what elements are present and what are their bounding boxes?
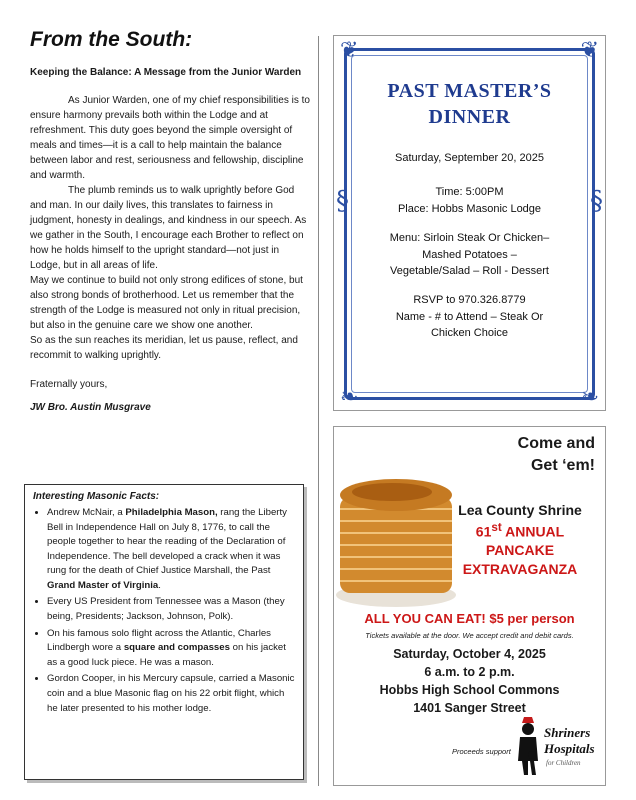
- annual-line: 61st ANNUAL: [475, 520, 565, 540]
- article-paragraph: The plumb reminds us to walk uprightly before God and man. In our daily lives, this translates to fairness in judgment, honesty in dealings, and kindness in our speech. As we gather in the South, I encourage each Brother to reflect on how he holds himself to the upright standard—not just in Lodge, but in all areas of life.: [30, 184, 307, 271]
- menu-line: Menu: Sirloin Steak Or Chicken–: [389, 232, 550, 244]
- dinner-rsvp: [358, 292, 581, 342]
- rsvp-line: Chicken Choice: [430, 327, 509, 339]
- event-title: [445, 501, 595, 579]
- rsvp-line: Name - # to Attend – Steak Or: [395, 310, 544, 323]
- dinner-time: Time: 5:00PM: [435, 186, 504, 198]
- dinner-title-line: DINNER: [428, 106, 511, 128]
- dinner-time-place: [358, 184, 581, 217]
- facts-list: [33, 506, 295, 716]
- past-masters-dinner-flyer: [333, 35, 606, 411]
- scroll-ornament-icon: ❦: [580, 38, 599, 63]
- pancake-word: PANCAKE: [485, 542, 555, 559]
- come-line: Get ‘em!: [530, 457, 595, 475]
- rsvp-line: RSVP to 970.326.8779: [413, 294, 526, 306]
- proceeds-support: Proceeds support: [452, 747, 511, 756]
- ticket-info: Tickets available at the door. We accept credit and debit cards.: [365, 631, 574, 640]
- page-heading: From the South:: [30, 28, 193, 51]
- logo-word: Hospitals: [544, 741, 595, 756]
- shriners-hospitals-logo: [510, 715, 602, 779]
- shriners-figure-icon: [510, 715, 602, 779]
- event-details: [334, 645, 605, 718]
- scroll-ornament-icon: §: [590, 186, 603, 216]
- extravaganza-word: EXTRAVAGANZA: [462, 561, 578, 578]
- dinner-place: Place: Hobbs Masonic Lodge: [397, 202, 542, 215]
- fact-text: on his jacket as a good luck piece. He was a mason.: [47, 642, 286, 668]
- scroll-ornament-icon: ❧: [340, 385, 359, 410]
- article-closing: Fraternally yours,: [30, 378, 108, 390]
- fact-item: [47, 595, 295, 624]
- menu-line: Vegetable/Salad – Roll - Dessert: [390, 265, 549, 277]
- pancake-flyer: [333, 426, 606, 786]
- fact-text: Gordon Cooper, in his Mercury capsule, carried a Masonic coin and a blue Masonic flag on his 22 orbit flight, which he later presented to his mother lodge.: [47, 673, 295, 714]
- event-date: Saturday, October 4, 2025: [393, 647, 546, 661]
- facts-title: Interesting Masonic Facts:: [33, 491, 160, 502]
- article-subheading: Keeping the Balance: A Message from the Junior Warden: [30, 67, 302, 78]
- scroll-ornament-icon: §: [336, 186, 349, 216]
- fact-text: Andrew McNair, a: [47, 507, 126, 518]
- scroll-ornament-icon: ❧: [580, 385, 599, 410]
- dinner-menu: [358, 230, 581, 280]
- logo-word: for Children: [546, 759, 581, 767]
- logo-word: Shriners: [544, 725, 591, 740]
- fact-item: [47, 672, 295, 716]
- come-and-get-em: [518, 433, 595, 478]
- event-time: 6 a.m. to 2 p.m.: [424, 665, 515, 680]
- dinner-title: [334, 78, 605, 130]
- fact-bold: square and compasses: [123, 642, 230, 654]
- event-address: 1401 Sanger Street: [413, 701, 526, 716]
- fact-item: [47, 627, 295, 671]
- fact-text: .: [158, 579, 161, 591]
- masonic-facts-box: [24, 484, 304, 780]
- scroll-ornament-icon: ❦: [340, 38, 359, 63]
- article-paragraph: May we continue to build not only strong edifices of stone, but also strong bonds of brotherhood. Let us remember that the strength of the Lodge is measured not only in ritual precision, but also in the genuine care we show one another.: [30, 274, 303, 331]
- all-you-can-eat: ALL YOU CAN EAT! $5 per person: [364, 611, 575, 626]
- org-name: Lea County Shrine: [458, 502, 582, 518]
- dinner-date: Saturday, September 20, 2025: [394, 152, 544, 164]
- fact-text: On his famous solo flight across the Atlantic, Charles Lindbergh wore a: [47, 627, 271, 654]
- article-paragraph: As Junior Warden, one of my chief responsibilities is to ensure harmony prevails both within the Lodge and at refreshment. This duty goes beyond the simple oversight of meals and times—it is a call to help maintain the balance between labor and rest, seriousness and fellowship, discipline and warmth.: [30, 94, 310, 181]
- menu-line: Mashed Potatoes –: [422, 248, 517, 261]
- article-signature: JW Bro. Austin Musgrave: [30, 401, 151, 413]
- article-paragraph: So as the sun reaches its meridian, let us pause, reflect, and recommit to walking uprightly.: [30, 334, 298, 361]
- fact-text: Every US President from Tennessee was a Mason (they being, Presidents; Jackson, Johnson, Polk).: [47, 596, 285, 623]
- dinner-title-line: PAST MASTER’S: [387, 80, 552, 102]
- fact-bold: Grand Master of Virginia: [47, 579, 159, 591]
- article: [30, 28, 312, 413]
- come-line: Come and: [517, 435, 595, 452]
- column-divider: [318, 36, 319, 786]
- fact-bold: Philadelphia Mason,: [125, 507, 218, 518]
- fact-text: rang the Liberty Bell in Independence Hall on July 8, 1776, to call the people together to hear the reading of the Declaration of Independence. The bell developed a crack when it was rung for the death of Chief Justice Marshall, the Past: [47, 507, 287, 577]
- fact-item: [47, 506, 295, 593]
- event-venue: Hobbs High School Commons: [379, 683, 560, 698]
